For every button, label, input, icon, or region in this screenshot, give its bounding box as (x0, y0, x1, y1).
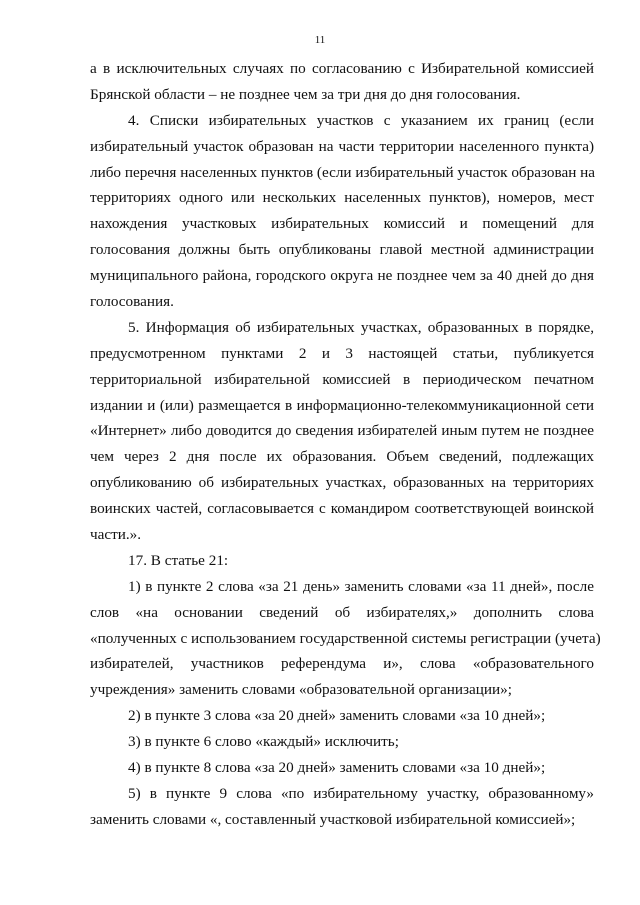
text-line: а в исключительных случаях по согласованию с Избирательной комиссией (90, 60, 594, 77)
paragraph-item-5 (90, 315, 594, 548)
paragraph-sub-5 (90, 781, 594, 833)
text-line: Брянской области – не позднее чем за три дня до дня голосования. (90, 85, 521, 103)
text-line: «Интернет» либо доводится до сведения избирателей иным путем не позднее (90, 422, 594, 440)
text-line: избирателей, участников референдума и», слова «образовательного (90, 655, 594, 673)
text-line: чем через 2 дня после их образования. Объем сведений, подлежащих (90, 448, 594, 466)
paragraph-sub-2 (90, 703, 594, 729)
text-line: 17. В статье 21: (128, 551, 229, 569)
text-line: 1) в пункте 2 слова «за 21 день» заменить словами «за 11 дней», после (128, 577, 594, 595)
paragraph-sub-1 (90, 574, 601, 703)
paragraph-continuation (90, 56, 594, 108)
text-line: голосования должны быть опубликованы главой местной администрации (90, 241, 594, 259)
document-body (90, 56, 601, 833)
text-line: предусмотренном пунктами 2 и 3 настоящей статьи, публикуется (90, 344, 594, 362)
text-line: голосования. (90, 293, 174, 311)
paragraph-article-21 (90, 548, 594, 574)
text-line: муниципального района, городского округа не позднее чем за 40 дней до дня (90, 267, 594, 285)
text-line: учреждения» заменить словами «образовательной организации»; (90, 681, 512, 699)
text-line: заменить словами «, составленный участковой избирательной комиссией»; (90, 810, 576, 828)
text-line: воинских частей, согласовывается с командиром соответствующей воинской (90, 500, 594, 518)
text-line: территориях одного или нескольких населенных пунктов), номеров, мест (90, 189, 594, 207)
text-line: слов «на основании сведений об избирателях,» дополнить слова (90, 603, 594, 621)
text-line: опубликованию об избирательных участках, образованных на территориях (90, 474, 594, 492)
page-number: 11 (314, 34, 326, 46)
text-line: 4) в пункте 8 слова «за 20 дней» заменить словами «за 10 дней»; (128, 759, 546, 777)
text-line: нахождения участковых избирательных комиссий и помещений для (90, 215, 594, 233)
text-line: 5. Информация об избирательных участках, образованных в порядке, (128, 318, 594, 336)
text-line: территориальной избирательной комиссией в периодическом печатном (90, 370, 594, 388)
text-line: 3) в пункте 6 слово «каждый» исключить; (128, 733, 399, 751)
paragraph-sub-3 (90, 729, 594, 755)
text-line: издании и (или) размещается в информационно-телекоммуникационной сети (90, 396, 594, 414)
text-line: части.». (90, 526, 142, 544)
paragraph-item-4 (90, 108, 594, 315)
text-line: либо перечня населенных пунктов (если избирательный участок образован на (90, 163, 595, 181)
text-line: избирательный участок образован на части территории населенного пункта) (90, 137, 594, 155)
text-line: «полученных с использованием государственной системы регистрации (учета) (90, 629, 601, 647)
paragraph-sub-4 (90, 755, 594, 781)
text-line: 4. Списки избирательных участков с указанием их границ (если (128, 111, 594, 129)
text-line: 5) в пункте 9 слова «по избирательному участку, образованному» (128, 784, 594, 802)
text-line: 2) в пункте 3 слова «за 20 дней» заменить словами «за 10 дней»; (128, 707, 546, 725)
